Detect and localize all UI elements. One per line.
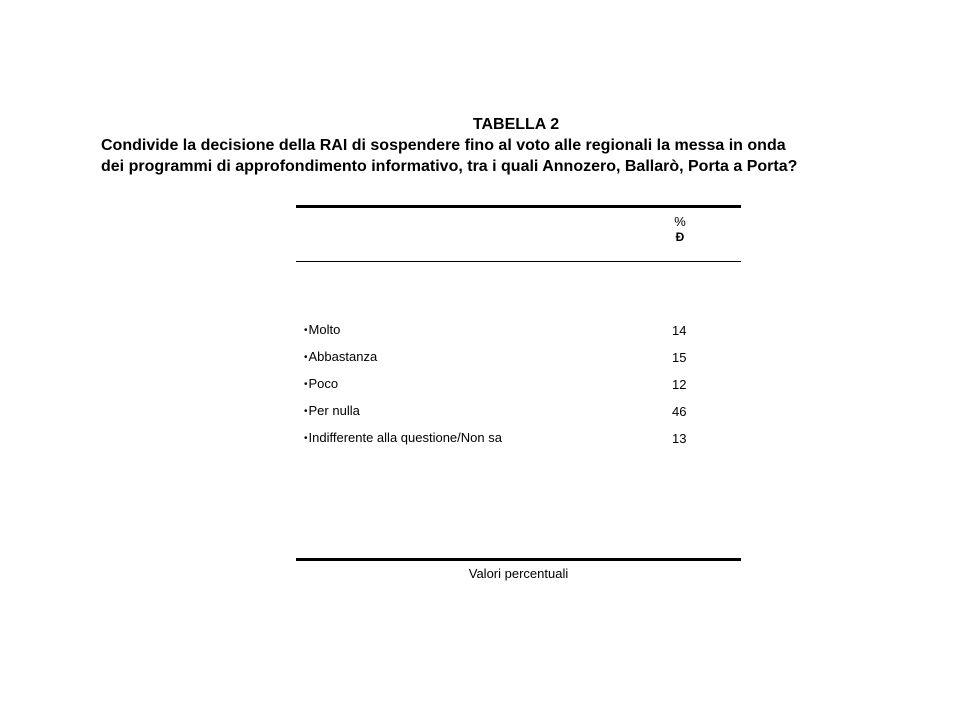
row-value: 14 (672, 323, 687, 338)
row-value: 13 (672, 431, 687, 446)
row-label: Indifferente alla questione/Non sa (308, 430, 502, 445)
row-value: 12 (672, 377, 687, 392)
table-row (304, 348, 734, 375)
table-top-rule (296, 205, 741, 208)
title-block (101, 114, 931, 177)
question-line-2: dei programmi di approfondimento informativo, tra i quali Annozero, Ballarò, Porta a Porta? (101, 158, 798, 175)
row-value: 15 (672, 350, 687, 365)
table-row (304, 321, 734, 348)
row-label: Per nulla (308, 403, 360, 418)
bullet-icon: • (304, 352, 308, 363)
row-label: Abbastanza (308, 349, 378, 364)
header-symbol-icon: Ð (675, 230, 685, 244)
response-list (304, 321, 734, 456)
header-bottom-rule (296, 261, 741, 262)
bullet-icon: • (304, 325, 308, 336)
footer-note: Valori percentuali (468, 566, 569, 581)
row-label: Poco (308, 376, 339, 391)
table-title: TABELLA 2 (472, 116, 560, 133)
row-label: Molto (308, 322, 341, 337)
percent-header: % (674, 214, 686, 229)
table-row (304, 429, 734, 456)
bullet-icon: • (304, 433, 308, 444)
table-row (304, 402, 734, 429)
question-line-1: Condivide la decisione della RAI di sospendere fino al voto alle regionali la messa in onda (101, 137, 786, 154)
row-value: 46 (672, 404, 687, 419)
table-row (304, 375, 734, 402)
bullet-icon: • (304, 406, 308, 417)
bullet-icon: • (304, 379, 308, 390)
table-bottom-rule (296, 558, 741, 561)
column-header (672, 214, 688, 244)
